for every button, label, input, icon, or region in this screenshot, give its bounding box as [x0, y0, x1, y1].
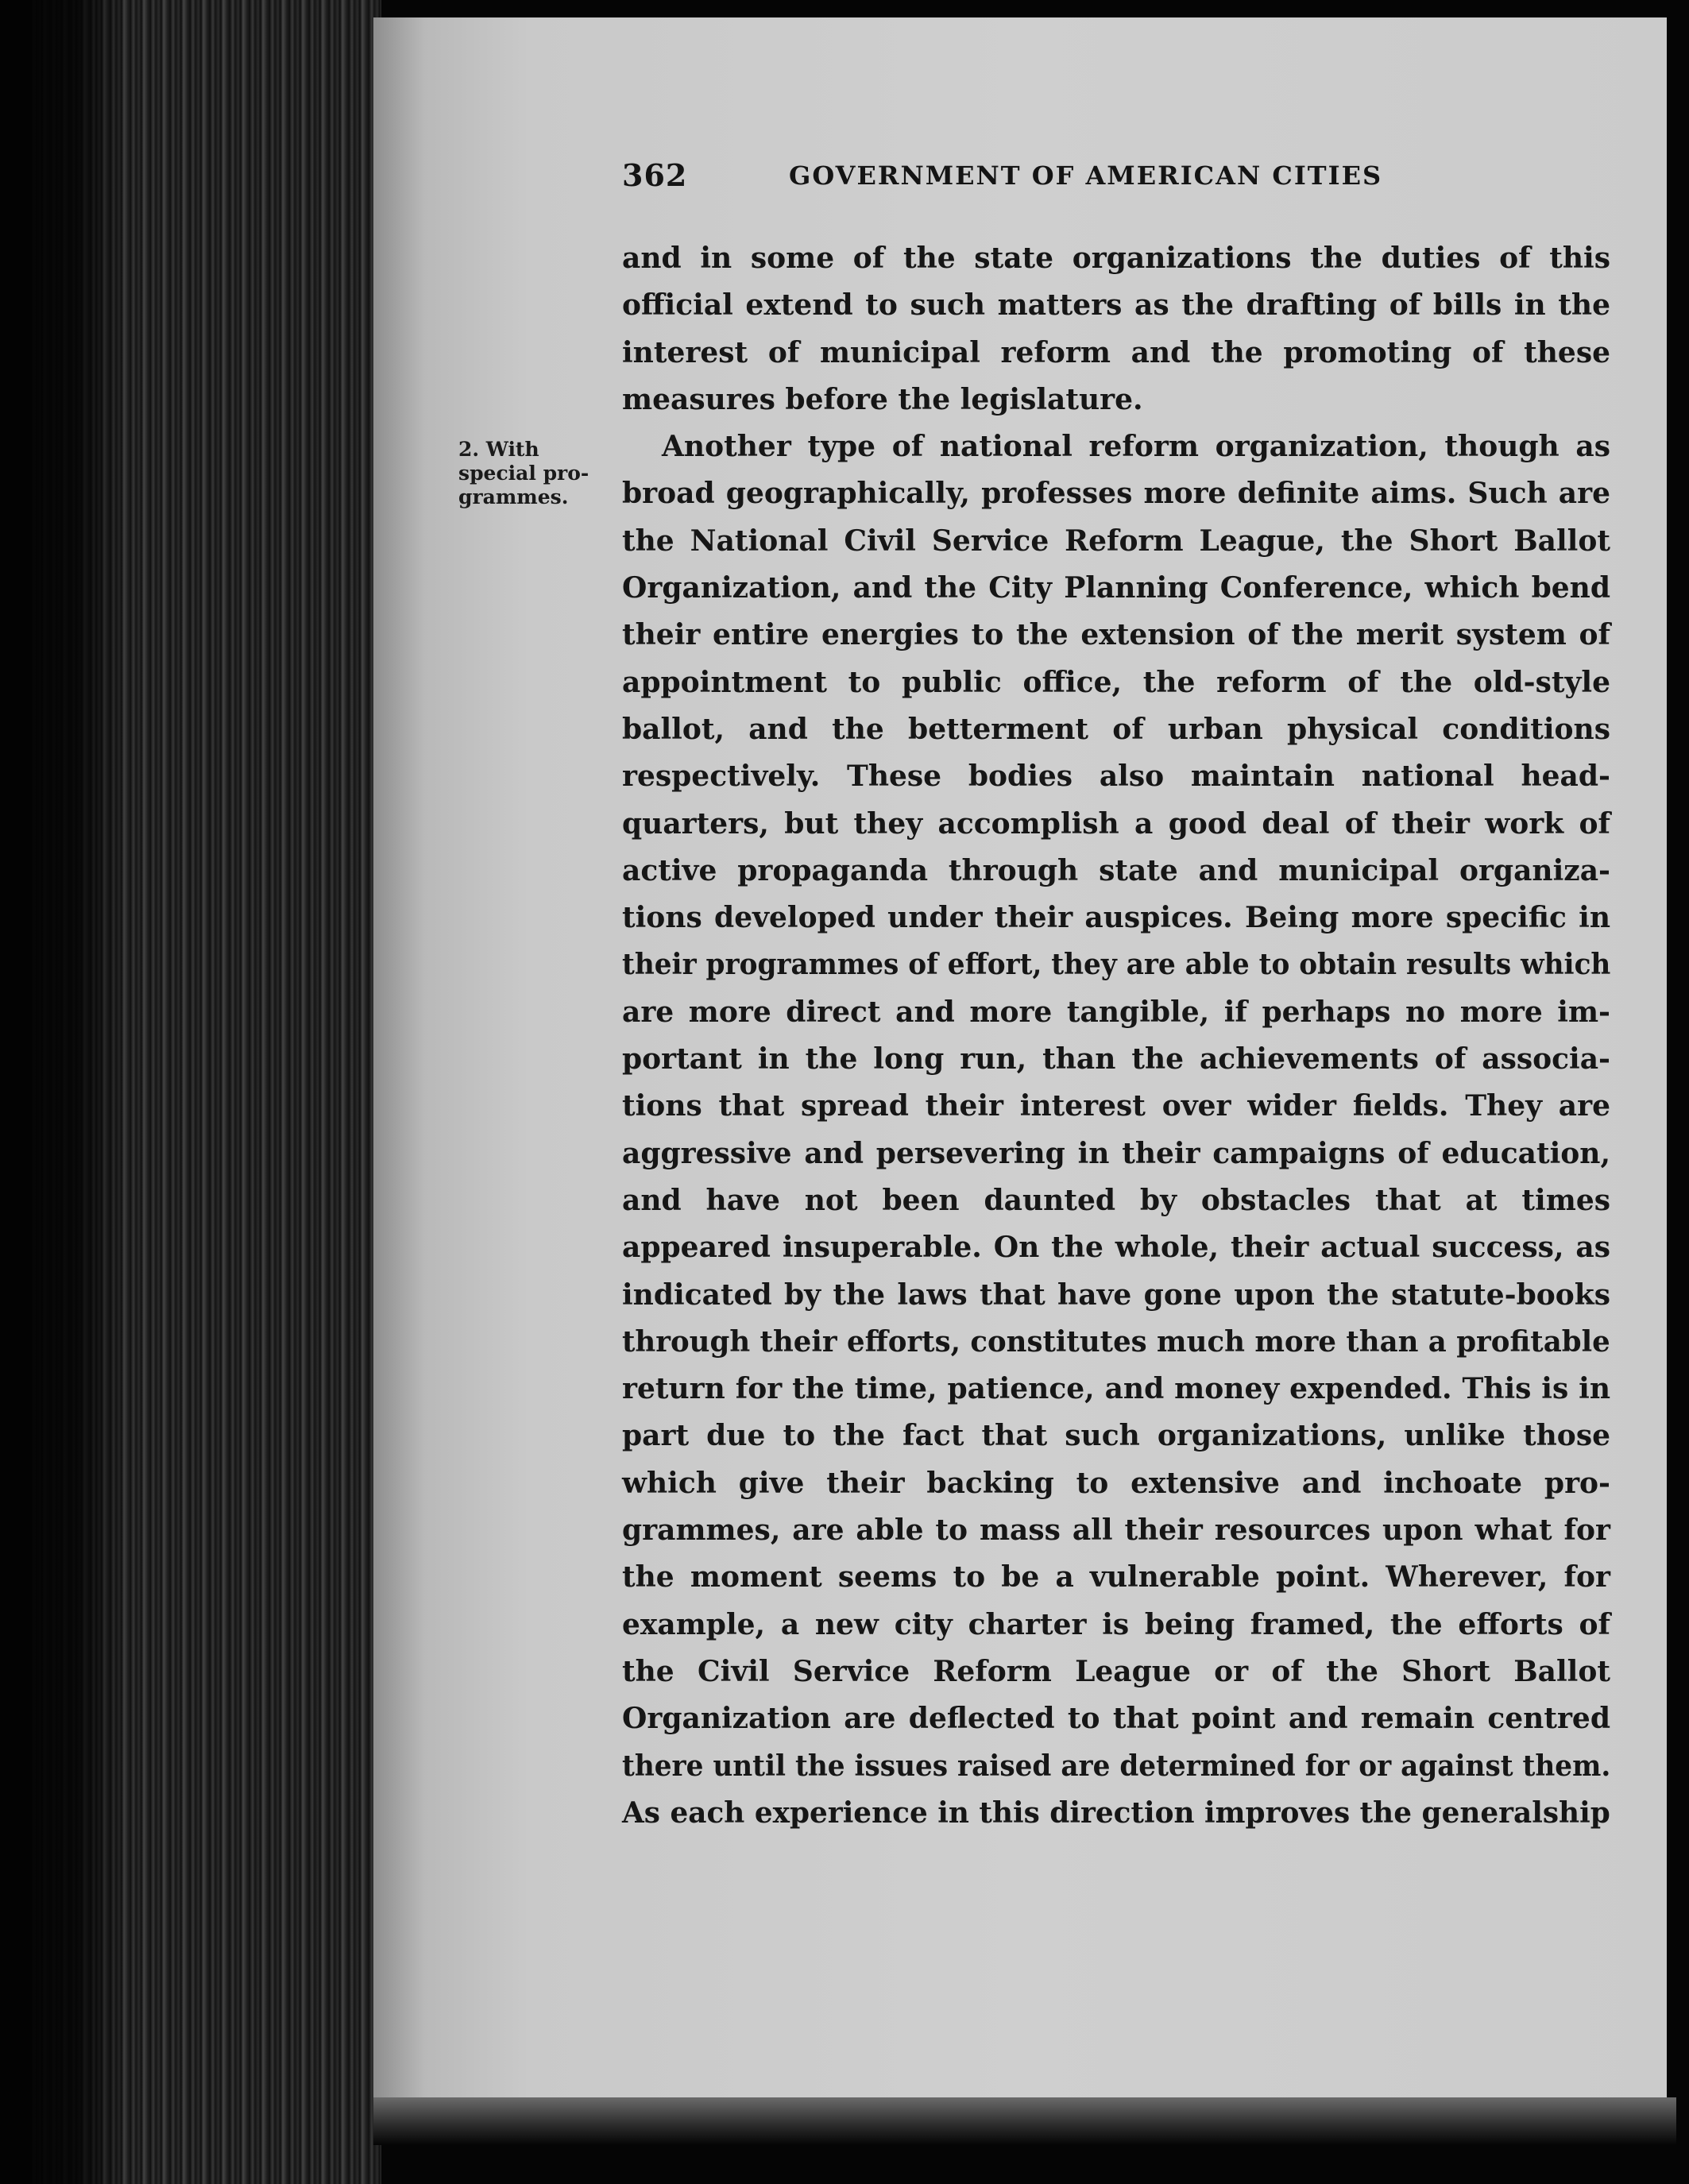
text-line: the National Civil Service Reform League, the Short Ballot [622, 524, 1610, 558]
text-line: their programmes of effort, they are able to obtain results which [622, 948, 1611, 982]
text-line: the Civil Service Reform League or of the Short Ballot [622, 1654, 1610, 1688]
text-line: return for the time, patience, and money expended. This is in [622, 1372, 1610, 1406]
text-line: the moment seems to be a vulnerable point. Wherever, for [622, 1560, 1610, 1595]
text-line: respectively. These bodies also maintain national head- [622, 760, 1610, 794]
text-line: active propaganda through state and municipal organiza- [622, 853, 1610, 887]
text-line: and in some of the state organizations the duties of this [622, 242, 1610, 275]
text-line: tions that spread their interest over wider fields. They are [622, 1089, 1610, 1123]
text-line: indicated by the laws that have gone upon the statute-books [622, 1278, 1610, 1312]
text-line: appointment to public office, the reform of the old-style [622, 665, 1610, 699]
text-line: their entire energies to the extension of the merit system of [622, 618, 1610, 652]
text-line: there until the issues raised are determined for or against them. [622, 1749, 1611, 1783]
text-line: aggressive and persevering in their campaigns of education, [622, 1136, 1610, 1170]
text-line: broad geographically, professes more definite aims. Such are [622, 477, 1610, 511]
text-line: Organization are deflected to that point and remain centred [622, 1702, 1610, 1736]
text-line: through their efforts, constitutes much more than a profitable [622, 1324, 1610, 1359]
text-line: grammes, are able to mass all their resources upon what for [622, 1513, 1610, 1548]
margin-note [458, 438, 609, 509]
text-line: interest of municipal reform and the promoting of these [622, 335, 1610, 369]
margin-note-line: grammes. [458, 485, 569, 508]
text-line: ballot, and the betterment of urban physical conditions [622, 712, 1610, 746]
page-bottom-shadow [373, 2097, 1676, 2145]
text-line: As each experience in this direction improves the generalship [622, 1796, 1610, 1830]
text-line: appeared insuperable. On the whole, their actual success, as [622, 1231, 1610, 1265]
text-line: quarters, but they accomplish a good deal of their work of [622, 806, 1610, 841]
text-line: Organization, and the City Planning Conference, which bend [622, 571, 1610, 605]
text-line: official extend to such matters as the drafting of bills in the [622, 288, 1610, 323]
text-line: portant in the long run, than the achievements of associa- [622, 1042, 1610, 1077]
margin-note-line: 2. With [458, 438, 539, 461]
text-line: example, a new city charter is being framed, the efforts of [622, 1607, 1610, 1641]
page-header [622, 157, 1440, 202]
running-head: GOVERNMENT OF AMERICAN CITIES [789, 160, 1383, 191]
margin-note-line: special pro- [458, 462, 589, 485]
text-line: tions developed under their auspices. Being more specific in [622, 901, 1610, 935]
text-line: are more direct and more tangible, if perhaps no more im- [622, 995, 1610, 1029]
text-line: Another type of national reform organization, though as [662, 430, 1610, 464]
scan-border-shadow [0, 0, 127, 2184]
body-text [622, 235, 1610, 1837]
page-number: 362 [622, 157, 688, 193]
text-line: measures before the legislature. [622, 382, 1143, 416]
text-line: part due to the fact that such organizations, unlike those [622, 1419, 1610, 1453]
text-line: which give their backing to extensive and inchoate pro- [622, 1466, 1610, 1500]
text-line: and have not been daunted by obstacles that at times [622, 1183, 1610, 1217]
